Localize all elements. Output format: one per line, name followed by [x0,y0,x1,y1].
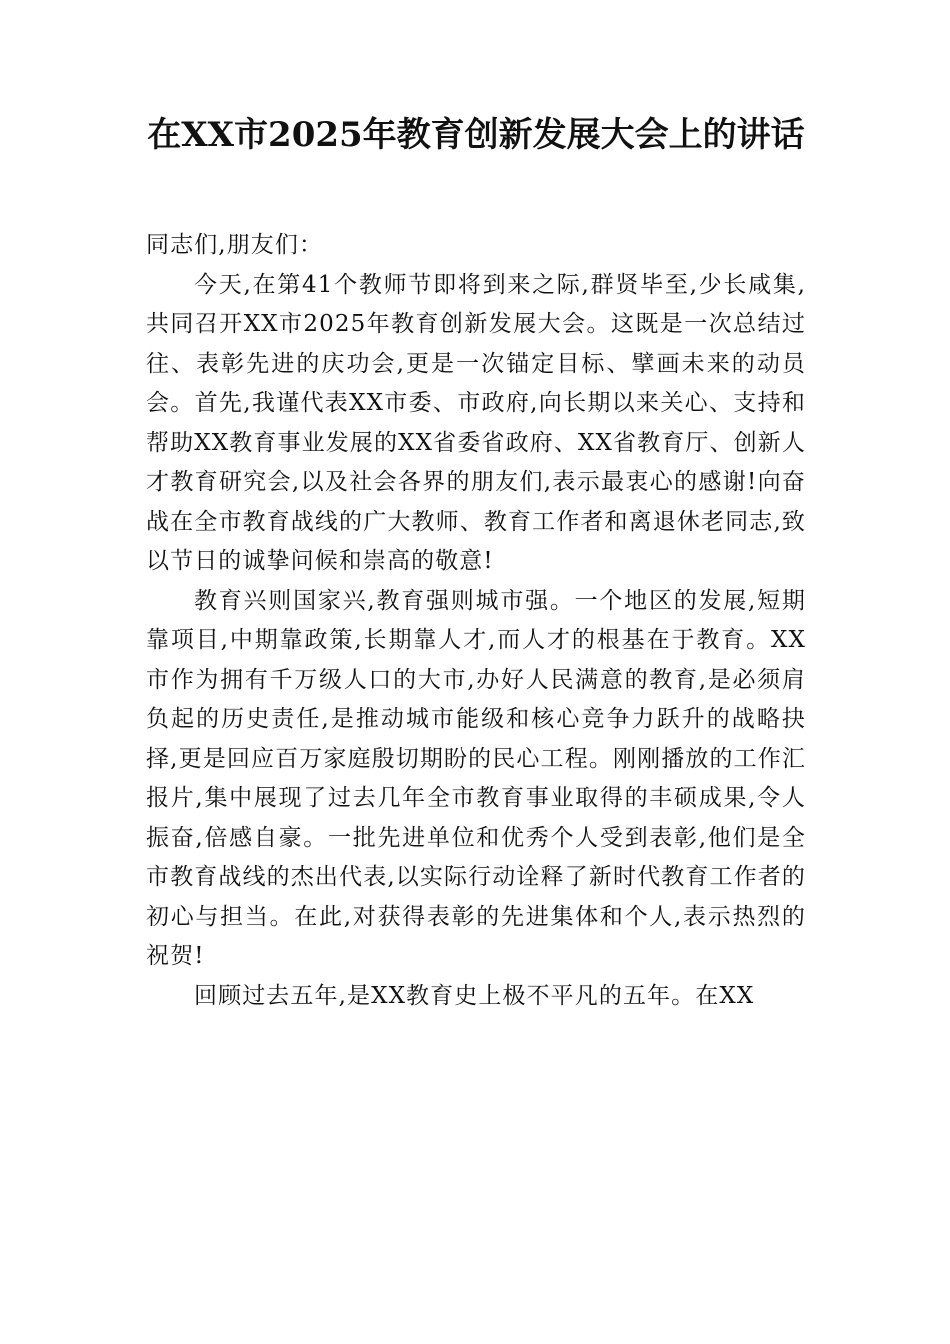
salutation: 同志们,朋友们： [146,232,324,258]
paragraph-review: 回顾过去五年,是XX教育史上极不平凡的五年。在XX [194,982,755,1009]
paragraph-opening: 今天,在第41个教师节即将到来之际,群贤毕至,少长咸集,共同召开XX市2025年教育创新发展大会。这既是一次总结过往、表彰先进的庆功会,更是一次锚定目标、擘画未来的动员会。首先,我谨代表XX市委、市政府,向长期以来关心、支持和帮助XX教育事业发展的XX省委省政府、XX省教育厅、创新人才教育研究会,以及社会各界的朋友们,表示最衷心的感谢!向奋战在全市教育战线的广大教师、教育工作者和离退休老同志,致以节日的诚挚问候和崇高的敬意! [146,271,806,574]
speech-body [146,226,806,1016]
speech-title: 在XX市2025年教育创新发展大会上的讲话 [147,115,805,155]
paragraph-education: 教育兴则国家兴,教育强则城市强。一个地区的发展,短期靠项目,中期靠政策,长期靠人才,而人才的根基在于教育。XX市作为拥有千万级人口的大市,办好人民满意的教育,是必须肩负起的历史责任,是推动城市能级和核心竞争力跃升的战略抉择,更是回应百万家庭殷切期盼的民心工程。刚刚播放的工作汇报片,集中展现了过去几年全市教育事业取得的丰硕成果,令人振奋,倍感自豪。一批先进单位和优秀个人受到表彰,他们是全市教育战线的杰出代表,以实际行动诠释了新时代教育工作者的初心与担当。在此,对获得表彰的先进集体和个人,表示热烈的祝贺! [146,587,806,969]
